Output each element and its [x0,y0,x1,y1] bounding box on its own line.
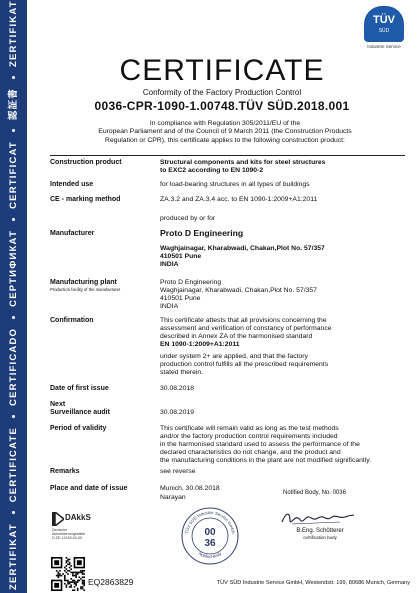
first-issue-label: Date of first issue [50,385,109,392]
side-band [0,0,27,593]
tuv-logo-line2: SÜD [378,28,390,34]
plant-sublabel: Production facility of the manufacturer [50,287,121,292]
side-band-word: 認証書 [8,88,19,121]
signature-scribble [278,508,358,530]
side-band-word: CERTIFICADO [8,327,19,406]
validity-line: This certificate will remain valid as long as the test methods [160,425,339,432]
tuv-logo-caption: Industrie Service [367,44,401,49]
side-band-word: CERTIFICATE [8,426,19,503]
official-stamp [180,506,240,566]
intended-use-label: Intended use [50,181,94,188]
manufacturer-address [160,245,400,269]
place-date-value: Munich, 30.08.2018 [160,485,220,492]
validity-line: in the harmonised standard used to assess the performance of the [160,441,360,448]
side-band-word: ZERTIFIKAT [8,0,19,67]
signatory-name: B.Eng. Schötterer [296,528,344,534]
qr-code [51,557,85,591]
confirmation-line: assessment and verification of constancy of performance [160,325,332,332]
stamp-ring-text: TÜV SÜD Industrie Service GmbH [184,509,236,535]
first-issue-value: 30.08.2018 [160,385,195,392]
validity-line: the manufacturing conditions in the plant are not modified significantly. [160,457,372,464]
tuv-sud-logo [362,6,406,52]
divider [50,155,405,156]
compliance-line: Regulation or CPR), this certificate applies to the following construction product: [105,136,345,144]
dakks-logo [52,512,97,552]
intended-use-value: for load-bearing structures in all types of buildings [160,181,310,188]
ce-marking-value: ZA.3.2 and ZA.3.4 acc. to EN 1090-1:2009+A1:2011 [160,196,318,203]
plant-line: 410501 Pune [160,295,201,302]
side-band-dot [12,316,15,319]
stamp-number2: 36 [204,538,216,549]
product-line: to EXC2 according to EN 1090-2 [160,167,264,174]
confirmation-line: stated therein. [160,369,204,376]
side-band-word: CERTIFICAT [8,141,19,209]
plant-label [50,279,120,292]
remarks-value: see reverse [160,468,196,475]
plant-line: Waghjainagar, Kharabwadi, Chakan,Plot No. 57/357 [160,287,317,294]
next-audit-label [50,401,110,417]
plant-label-text: Manufacturing plant [50,279,117,286]
validity-line: and/or the factory production control requirements included [160,433,338,440]
validity-label: Period of validity [50,425,107,432]
footer-address: TÜV SÜD Industrie Service GmbH, Westendstr. 199, 80686 Munich, Germany [216,580,410,586]
signatory-role: certification body [303,535,337,540]
side-band-dot [12,415,15,418]
confirmation-line: This certificate attests that all provisions concerning the [160,317,327,324]
side-band-dot [12,511,15,514]
ce-marking-label: CE - marking method [50,196,121,203]
plant-line: Proto D Engineering [160,279,222,286]
dakks-mark-icon [52,512,64,526]
confirmation-label: Confirmation [50,317,94,324]
product-line: Structural components and kits for steel structures [160,159,326,166]
side-band-dot [12,129,15,132]
side-band-dot [12,76,15,79]
compliance-line: European Parliament and of the Council of 9 March 2011 (the Construction Products [98,128,352,136]
confirmation-line: production control fulfills all the prescribed requirements [160,361,329,368]
plant-line: INDIA [160,303,179,310]
confirmation-line: described in Annex ZA of the harmonised standard [160,333,313,340]
certificate-subtitle: Conformity of the Factory Production Control [142,88,302,97]
confirmation-line: under system 2+ are applied, and that the factory [160,353,308,360]
side-band-word: СЕРТИФИКАТ [8,229,19,307]
tuv-logo-line1: TÜV [373,14,395,26]
next-audit-label-line2: Surveillance audit [50,409,110,416]
document-code: EQ2863829 [88,577,134,587]
side-band-dot [12,218,15,221]
place-date-value2: Narayan [160,494,186,501]
certificate-number: 0036-CPR-1090-1.00748.TÜV SÜD.2018.001 [94,99,350,113]
compliance-line: In compliance with Regulation 305/2011/EU of the [149,120,301,127]
stamp-number: 00 [204,527,216,538]
dakks-small-text [52,528,102,541]
dakks-line: Deutsche [52,528,68,532]
address-line: INDIA [160,261,179,268]
confirmation-value [160,317,400,377]
manufacturer-name: Proto D Engineering [160,228,244,238]
stamp-bottom-text: Notified Body [197,550,223,560]
address-line: 410501 Pune [160,253,202,260]
dakks-name: DAkkS [65,513,91,522]
notified-body: Notified Body, No. 0036 [283,490,346,496]
validity-line: declared characteristics do not change, and the product and [160,449,341,456]
dakks-line: D-ZE-14153-04-00 [52,536,82,541]
address-line: Waghjainagar, Kharabwadi, Chakan,Plot No. 57/357 [160,245,325,252]
validity-value [160,425,405,465]
manufacturer-label: Manufacturer [50,230,95,237]
next-audit-label-line1: Next [50,401,66,408]
product-label: Construction product [50,159,122,166]
product-value [160,159,400,175]
certificate-title: CERTIFICATE [119,54,325,87]
confirmation-standard: EN 1090-1:2009+A1:2011 [160,341,240,348]
plant-value [160,279,400,311]
side-band-word: ZERTIFIKAT [8,523,19,590]
dakks-line: Akkreditierungsstelle [52,532,86,537]
next-audit-value: 30.08.2019 [160,409,195,416]
side-band-text [0,0,27,593]
remarks-label: Remarks [50,468,80,475]
produced-by-text: produced by or for [160,215,216,222]
place-date-label: Place and date of issue [50,485,128,492]
compliance-text [50,120,400,145]
